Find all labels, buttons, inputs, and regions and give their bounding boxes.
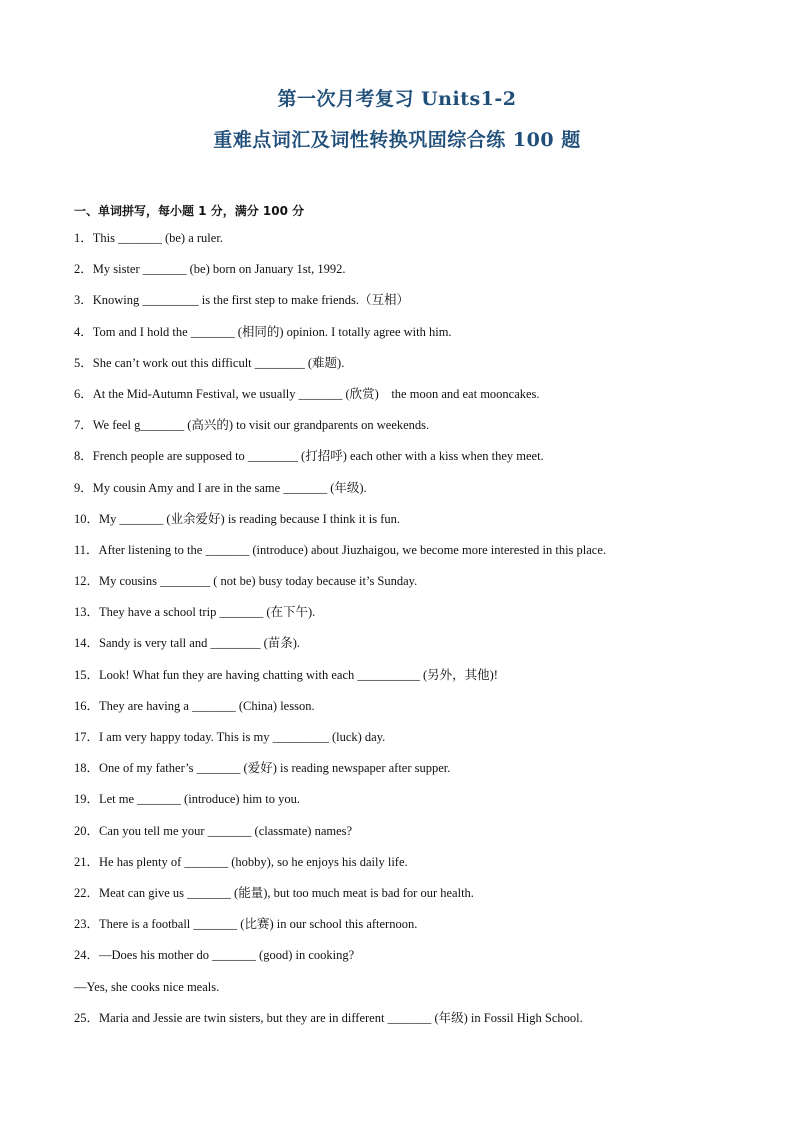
- question-item: 20．Can you tell me your _______ (classmate) names?: [74, 823, 353, 838]
- question-item: 10．My _______ (业余爱好) is reading because I think it is fun.: [74, 511, 400, 526]
- question-item: 4．Tom and I hold the _______ (相同的) opinion. I totally agree with him.: [74, 324, 452, 339]
- question-list: [74, 227, 714, 1038]
- page-subtitle: 重难点词汇及词性转换巩固综合练 100 题: [213, 129, 581, 151]
- question-item: 2．My sister _______ (be) born on January 1st, 1992.: [74, 262, 346, 277]
- question-item: 23．There is a football _______ (比赛) in our school this afternoon.: [74, 917, 418, 932]
- question-item: 16．They are having a _______ (China) lesson.: [74, 698, 315, 713]
- question-item: 7．We feel g_______ (高兴的) to visit our grandparents on weekends.: [74, 418, 430, 433]
- question-item: 25．Maria and Jessie are twin sisters, but they are in different _______ (年级) in Fossil High School.: [74, 1010, 583, 1025]
- question-item: 8．French people are supposed to ________ (打招呼) each other with a kiss when they meet.: [74, 449, 544, 464]
- title-block: [0, 84, 794, 155]
- answer-line: —Yes, she cooks nice meals.: [74, 979, 220, 994]
- question-item: 18．One of my father’s _______ (爱好) is reading newspaper after supper.: [74, 761, 451, 776]
- question-item: 13．They have a school trip _______ (在下午).: [74, 605, 316, 620]
- question-item: 19．Let me _______ (introduce) him to you.: [74, 792, 301, 807]
- section-heading: 一、单词拼写，每小题 1 分，满分 100 分: [74, 204, 305, 218]
- question-item: 12．My cousins ________ ( not be) busy today because it’s Sunday.: [74, 574, 418, 589]
- question-item: 3．Knowing _________ is the first step to make friends.（互相）: [74, 293, 410, 308]
- question-item: 9．My cousin Amy and I are in the same _______ (年级).: [74, 480, 367, 495]
- question-item: 21．He has plenty of _______ (hobby), so he enjoys his daily life.: [74, 854, 408, 869]
- question-item: 24．—Does his mother do _______ (good) in cooking?: [74, 948, 355, 963]
- question-item: 1．This _______ (be) a ruler.: [74, 231, 223, 245]
- question-item: 22．Meat can give us _______ (能量), but too much meat is bad for our health.: [74, 885, 474, 900]
- question-item: 15．Look! What fun they are having chatting with each __________ (另外，其他)!: [74, 667, 498, 682]
- question-item: 5．She can’t work out this difficult ________ (难题).: [74, 355, 345, 370]
- page-title: 第一次月考复习 Units1-2: [277, 88, 517, 110]
- question-item: 14．Sandy is very tall and ________ (苗条).: [74, 636, 301, 651]
- question-item: 6．At the Mid-Autumn Festival, we usually _______ (欣赏) the moon and eat mooncakes.: [74, 386, 540, 401]
- question-item: 17．I am very happy today. This is my _________ (luck) day.: [74, 730, 386, 744]
- question-item: 11．After listening to the _______ (introduce) about Jiuzhaigou, we become more interested in this place.: [74, 542, 607, 557]
